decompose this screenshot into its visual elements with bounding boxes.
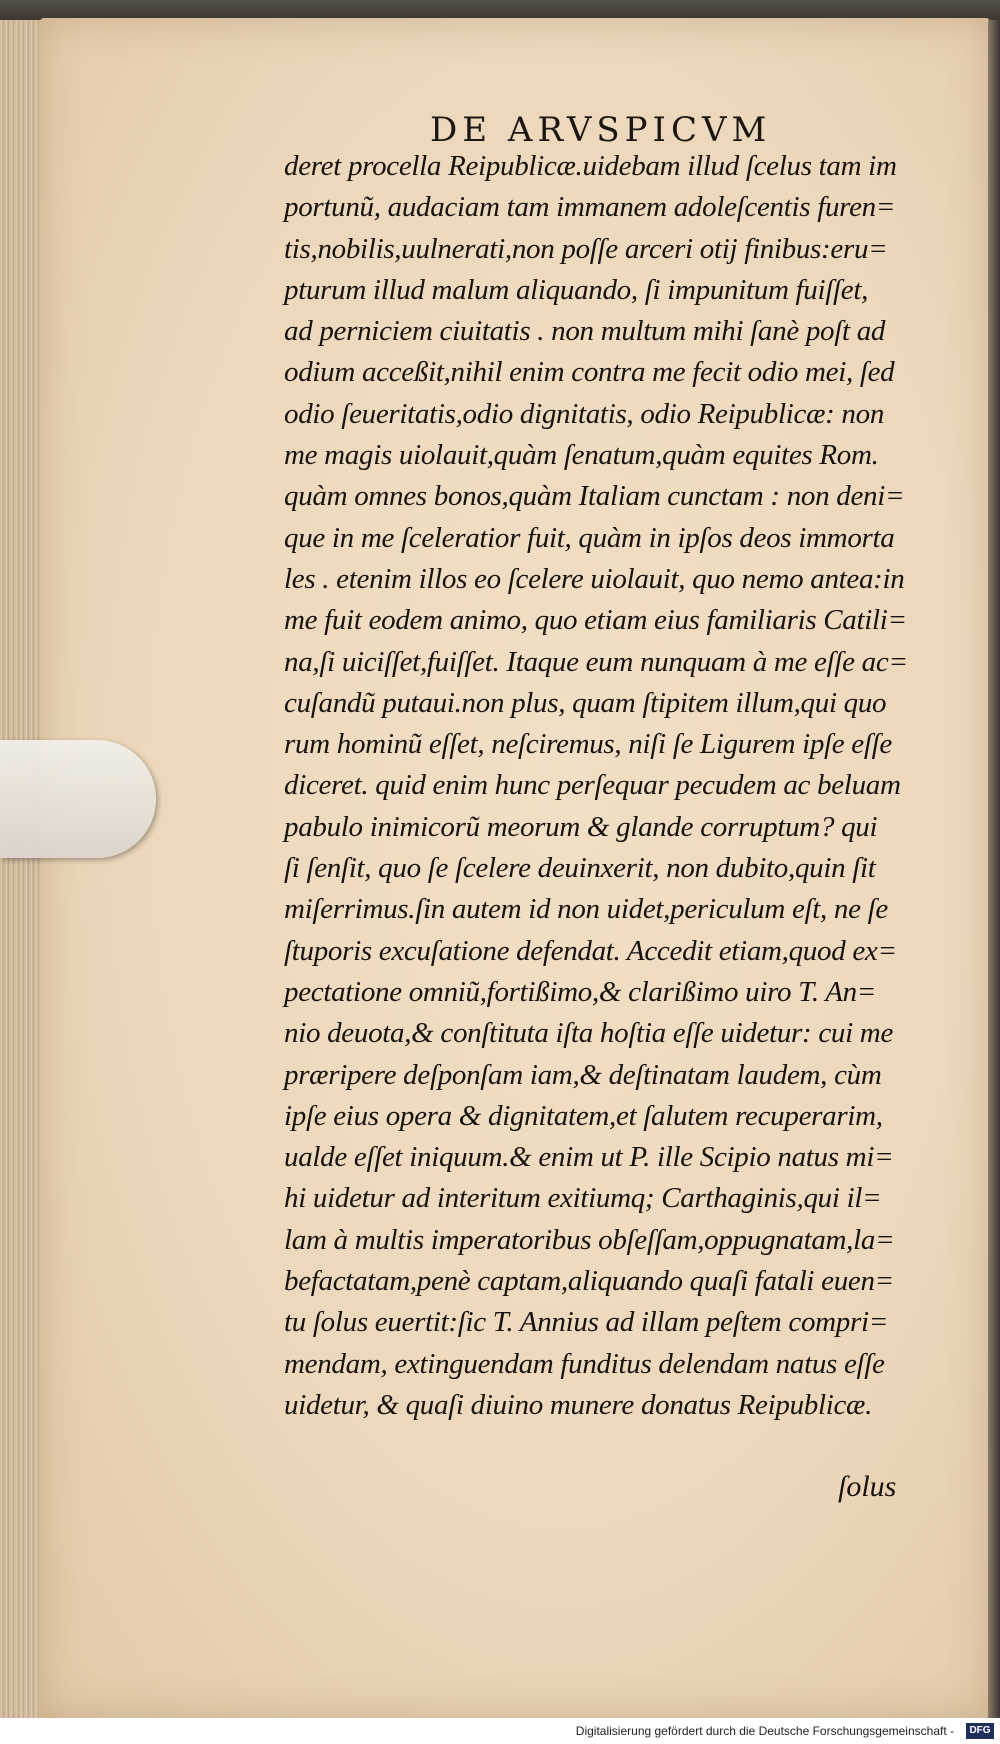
- dfg-logo: DFG: [966, 1723, 994, 1739]
- running-header: DE ARVSPICVM: [430, 110, 772, 150]
- text-line: diceret. quid enim hunc perſequar pecudem ac beluam: [284, 769, 901, 802]
- text-line: ſi ſenſit, quo ſe ſcelere deuinxerit, non dubito,quin ſit: [284, 852, 876, 885]
- text-line: hi uidetur ad interitum exitiumq; Carthaginis,qui il=: [284, 1182, 882, 1215]
- text-line: cuſandũ putaui.non plus, quam ſtipitem illum,qui quo: [284, 686, 887, 719]
- text-line: uidetur, & quaſi diuino munere donatus Reipublicæ.: [284, 1388, 873, 1421]
- text-line: ſtuporis excuſatione defendat. Accedit etiam,quod ex=: [284, 934, 897, 967]
- catchword: ſolus: [838, 1470, 897, 1503]
- text-line: les . etenim illos eo ſcelere uiolauit, quo nemo antea:in: [284, 562, 905, 595]
- text-line: pturum illud malum aliquando, ſi impunitum fuiſſet,: [284, 273, 869, 306]
- text-line: lam à multis imperatoribus obſeſſam,oppugnatam,la=: [284, 1223, 895, 1256]
- text-line: quàm omnes bonos,quàm Italiam cunctam : non deni=: [284, 480, 905, 513]
- text-line: na,ſi uiciſſet,fuiſſet. Itaque eum nunquam à me eſſe ac=: [284, 645, 908, 678]
- text-line: ualde eſſet iniquum.& enim ut P. ille Scipio natus mi=: [284, 1141, 894, 1174]
- bookmark-tab: [0, 740, 156, 858]
- text-line: rum hominũ eſſet, neſciremus, niſi ſe Ligurem ipſe eſſe: [284, 728, 892, 761]
- text-line: me fuit eodem animo, quo etiam eius familiaris Catili=: [284, 604, 907, 637]
- text-line: pectatione omniũ,fortißimo,& clarißimo uiro T. An=: [284, 975, 877, 1008]
- text-line: ipſe eius opera & dignitatem,et ſalutem recuperarim,: [284, 1099, 883, 1132]
- text-line: befactatam,penè captam,aliquando quaſi fatali euen=: [284, 1265, 894, 1298]
- text-line: pabulo inimicorũ meorum & glande corruptum? qui: [284, 810, 878, 843]
- text-line: portunũ, audaciam tam immanem adoleſcentis furen=: [284, 191, 896, 224]
- text-line: odium acceßit,nihil enim contra me fecit odio mei, ſed: [284, 356, 895, 389]
- text-line: deret procella Reipublicæ.uidebam illud ſcelus tam im: [284, 150, 897, 182]
- body-text: [284, 146, 934, 1426]
- book-binding-shadow: [988, 20, 1000, 1720]
- footer-credit: Digitalisierung gefördert durch die Deutsche Forschungsgemeinschaft -: [575, 1724, 954, 1738]
- text-line: mendam, extinguendam funditus delendam natus eſſe: [284, 1347, 885, 1380]
- text-line: præripere deſponſam iam,& deſtinatam laudem, cùm: [284, 1058, 882, 1091]
- text-line: miſerrimus.ſin autem id non uidet,periculum eſt, ne ſe: [284, 893, 888, 926]
- text-line: que in me ſceleratior fuit, quàm in ipſos deos immorta: [284, 521, 895, 554]
- text-line: tis,nobilis,uulnerati,non poſſe arceri otij finibus:eru=: [284, 232, 888, 265]
- text-line: odio ſeueritatis,odio dignitatis, odio Reipublicæ: non: [284, 397, 885, 430]
- text-line: ad perniciem ciuitatis . non multum mihi ſanè poſt ad: [284, 315, 886, 348]
- text-line: me magis uiolauit,quàm ſenatum,quàm equites Rom.: [284, 439, 879, 472]
- text-line: nio deuota,& conſtituta iſta hoſtia eſſe uidetur: cui me: [284, 1017, 894, 1050]
- text-line: tu ſolus euertit:ſic T. Annius ad illam peſtem compri=: [284, 1306, 889, 1339]
